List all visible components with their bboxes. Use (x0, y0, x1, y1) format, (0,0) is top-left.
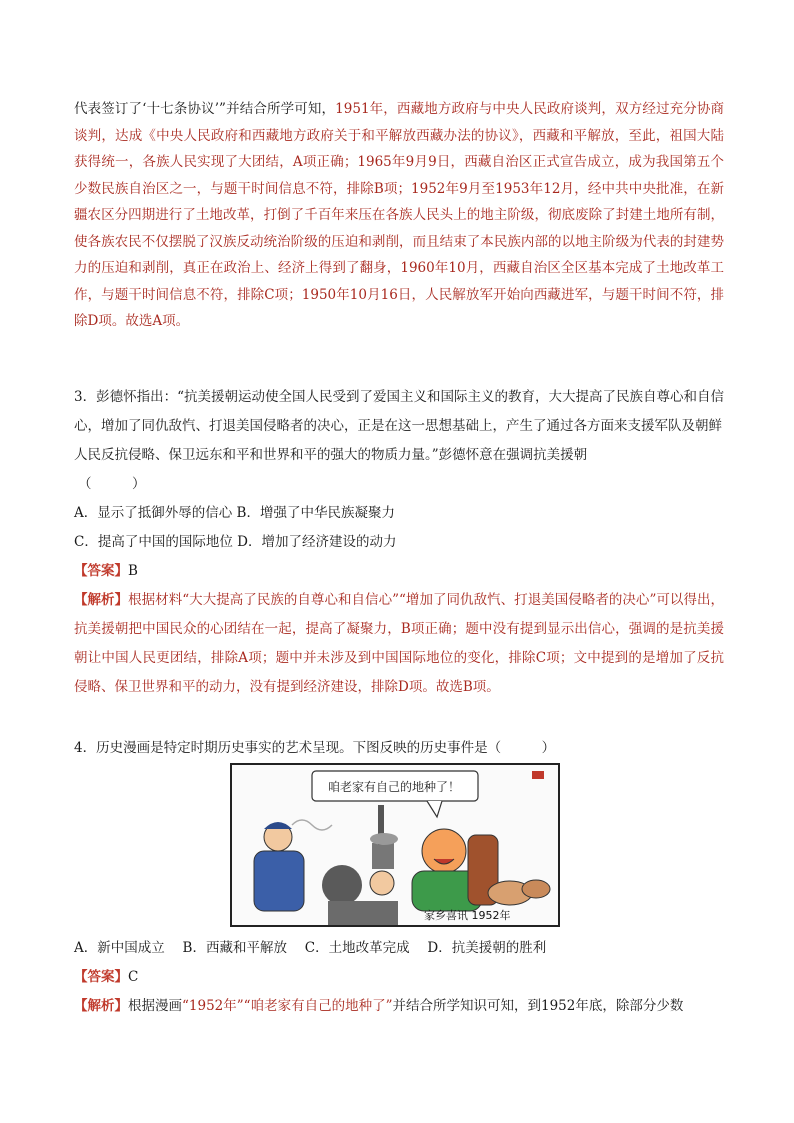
answer-tag: 【答案】 (74, 563, 128, 579)
q3-paren: （ ） (78, 476, 146, 492)
q2-explanation-lead: 代表签订了‘十七条协议’”并结合所学可知， (74, 101, 336, 117)
seal-icon (532, 771, 544, 779)
answer-tag: 【答案】 (74, 969, 128, 985)
cartoon-drawing (232, 765, 558, 925)
speech-bubble-tail (427, 801, 442, 817)
question-3 (74, 383, 724, 702)
answer-value: C (128, 969, 139, 985)
q3-stem: 3．彭德怀指出：“抗美援朝运动使全国人民受到了爱国主义和国际主义的教育，大大提高了民族自尊心和自信心，增加了同仇敌忾、打退美国侵略者的决心，正是在这一思想基础上，产生了通过各方面来支援军队及朝鲜人民反抗侵略、保卫远东和平和世界和平的强大的物质力量。”彭德怀意在强调抗美援朝 (74, 389, 724, 463)
speech-bubble-text: 咱老家有自己的地种了！ (328, 780, 461, 794)
q4-stem: 4．历史漫画是特定时期历史事实的艺术呈现。下图反映的历史事件是（ ） (74, 740, 556, 756)
analysis-tag: 【解析】 (74, 998, 128, 1014)
man-left-cap (264, 822, 292, 829)
man-left-body (254, 851, 304, 911)
q3-analysis (74, 586, 724, 702)
analysis-text: 根据材料“大大提高了民族的自尊心和自信心”“增加了同仇敌忾、打退美国侵略者的决心”可以得出，抗美援朝把中国民众的心团结在一起，提高了凝聚力，B项正确；题中没有提到显示出信心，强调的是抗美援朝让中国人民更团结，排除A项；题中并未涉及到中国国际地位的变化，排除C项；文中提到的是增加了反抗侵略、保卫世界和平的动力，没有提到经济建设，排除D项。故选B项。 (74, 592, 725, 695)
q3-answer (74, 557, 724, 586)
question-4-rest (74, 934, 724, 1021)
q3-options-row-2: C．提高了中国的国际地位 D．增加了经济建设的动力 (74, 534, 397, 550)
basket-icon-2 (522, 880, 550, 898)
q2-explanation-body: 1951年，西藏地方政府与中央人民政府谈判，双方经过充分协商谈判，达成《中央人民政府和西藏地方政府关于和平解放西藏办法的协议》，西藏和平解放，至此，祖国大陆获得统一，各族人民实现了大团结，A项正确；1965年9月9日，西藏自治区正式宣告成立，成为我国第五个少数民族自治区之一，与题干时间信息不符，排除B项；1952年9月至1953年12月，经中共中央批准，在新疆农区分四期进行了土地改革，打倒了千百年来压在各族人民头上的地主阶级，彻底废除了封建土地所有制，使各族农民不仅摆脱了汉族反动统治阶级的压迫和剥削，而且结束了本民族内部的以地主阶级为代表的封建势力的压迫和剥削，真正在政治上、经济上得到了翻身，1960年10月，西藏自治区全区基本完成了土地改革工作，与题干时间信息不符，排除C项；1950年10月16日，人民解放军开始向西藏进军，与题干时间不符，排除D项。故选A项。 (74, 101, 725, 329)
smoke-icon (292, 820, 332, 830)
q4-options: A．新中国成立 B．西藏和平解放 C．土地改革完成 D．抗美援朝的胜利 (74, 940, 547, 956)
cartoon-caption: 家乡喜讯 1952年 (424, 909, 511, 922)
man-right-head (422, 829, 466, 873)
crowd-body (328, 901, 398, 925)
question-4 (74, 734, 724, 763)
analysis-tag: 【解析】 (74, 592, 129, 608)
cartoon-image (230, 763, 560, 927)
q4-analysis: 【解析】根据漫画“1952年”“咱老家有自己的地种了”并结合所学知识可知，到1952年底，除部分少数 (74, 998, 684, 1014)
answer-value: B (128, 563, 138, 579)
q2-explanation (74, 96, 724, 335)
stove-icon (372, 843, 394, 869)
q2-explanation-text (74, 96, 724, 335)
q3-options-row-1: A．显示了抵御外辱的信心 B．增强了中华民族凝聚力 (74, 505, 395, 521)
child-head (370, 871, 394, 895)
woman-figure (322, 865, 362, 905)
kettle-icon (370, 833, 398, 845)
q4-answer (74, 963, 724, 992)
